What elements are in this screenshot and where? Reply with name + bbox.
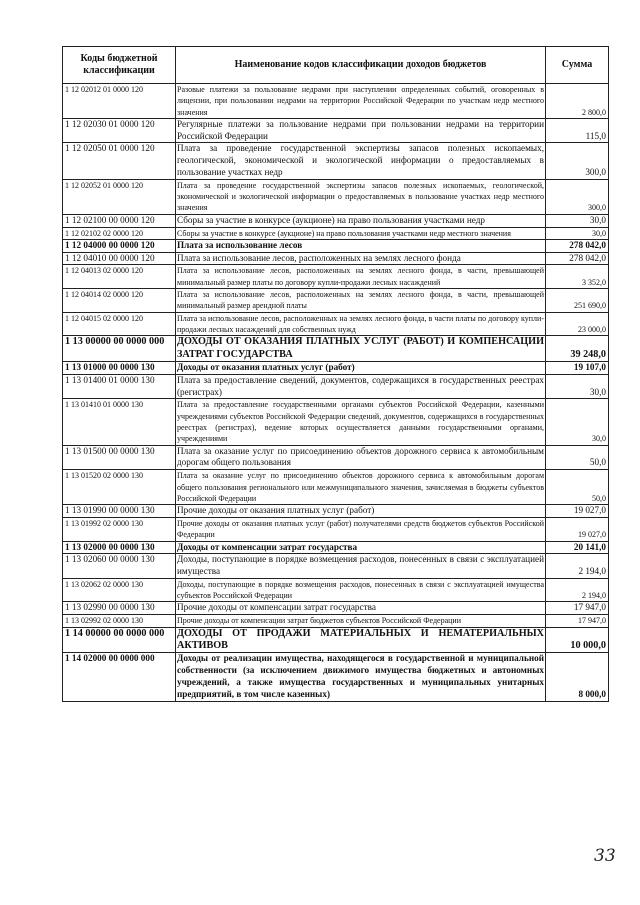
row-sum: 50,0 [546,445,609,470]
row-code: 1 13 01520 02 0000 130 [63,470,176,505]
row-name: Доходы от оказания платных услуг (работ) [176,362,546,375]
row-name: ДОХОДЫ ОТ ОКАЗАНИЯ ПЛАТНЫХ УСЛУГ (РАБОТ) И КОМПЕНСАЦИИ ЗАТРАТ ГОСУДАРСТВА [177,336,544,360]
row-name: Сборы за участие в конкурсе (аукционе) на право пользования участками недр [176,214,546,227]
table-row [63,470,609,505]
row-name: ДОХОДЫ ОТ ПРОДАЖИ МАТЕРИАЛЬНЫХ И НЕМАТЕРИАЛЬНЫХ АКТИВОВ [177,627,544,651]
row-name: Доходы, поступающие в порядке возмещения расходов, понесенных в связи с эксплуатацией имущества субъектов Российской Федерации [177,579,544,601]
row-name: Сборы за участие в конкурсе (аукционе) на право пользования участками недр местного значения [176,227,546,239]
table-row [63,653,609,701]
row-name: Разовые платежи за пользование недрами при наступлении определенных событий, оговоренных в лицензии, при пользовании недрами на территории Российской Федерации по участкам недр местного значения [177,85,544,117]
table-row [63,445,609,470]
row-name: Доходы, поступающие в порядке возмещения расходов, понесенных в связи с эксплуатацией имущества [176,554,546,579]
row-code: 1 12 04000 00 0000 120 [63,239,176,252]
row-code: 1 12 04015 02 0000 120 [63,312,176,336]
row-sum: 39 248,0 [546,336,609,362]
row-name: Плата за предоставление государственными органами субъектов Российской Федерации, казенными учреждениями субъектов Российской Федерации сведений, документов, содержащихся в государственных реестрах (регистрах), ведение которых осуществляется данными государственными органами, учреждениями [177,400,544,444]
table-row [63,627,609,653]
table-row [63,362,609,375]
row-sum: 2 800,0 [546,84,609,119]
row-sum: 30,0 [546,214,609,227]
row-code: 1 13 02062 02 0000 130 [63,578,176,602]
row-code: 1 12 04013 02 0000 120 [63,265,176,289]
table-row [63,505,609,518]
header-sum: Сумма [546,47,609,84]
header-name: Наименование кодов классификации доходов бюджетов [176,47,546,84]
row-code: 1 13 02990 00 0000 130 [63,602,176,615]
row-sum: 30,0 [546,399,609,445]
row-name: Плата за использование лесов, расположенных на землях лесного фонда, в части платы по договору купли-продажи лесных насаждений для собственных нужд [177,313,544,334]
table-row [63,517,609,541]
table-row [63,118,609,143]
table-row [63,578,609,602]
header-code: Коды бюджетной классификации [63,47,176,84]
table-row [63,289,609,313]
row-code: 1 13 00000 00 0000 000 [63,336,176,362]
row-name: Доходы от компенсации затрат государства [176,541,546,554]
row-code: 1 13 02000 00 0000 130 [63,541,176,554]
table-row [63,312,609,336]
row-sum: 278 042,0 [546,252,609,265]
row-code: 1 13 02060 00 0000 130 [63,554,176,579]
row-sum: 8 000,0 [546,653,609,701]
row-sum: 251 690,0 [546,289,609,313]
row-sum: 10 000,0 [546,627,609,653]
row-sum: 17 947,0 [546,615,609,627]
row-sum: 30,0 [546,227,609,239]
table-row [63,179,609,214]
row-sum: 19 027,0 [546,505,609,518]
row-code: 1 13 01400 01 0000 130 [63,374,176,399]
row-sum: 3 352,0 [546,265,609,289]
row-name: Плата за использование лесов, расположенных на землях лесного фонда, в части, превышающей минимальный размер арендной платы [177,290,544,311]
row-code: 1 13 01990 00 0000 130 [63,505,176,518]
row-sum: 20 141,0 [546,541,609,554]
table-row [63,265,609,289]
table-row [63,239,609,252]
row-sum: 30,0 [546,374,609,399]
table-row [63,374,609,399]
row-name: Плата за оказание услуг по присоединению объектов дорожного сервиса к автомобильным дорогам общего пользования регионального или межмуниципального значения, зачисляемая в бюджеты субъектов Российской Федерации [177,471,544,503]
row-sum: 300,0 [546,179,609,214]
row-code: 1 12 02100 00 0000 120 [63,214,176,227]
row-sum: 2 194,0 [546,578,609,602]
row-sum: 23 000,0 [546,312,609,336]
table-body [63,84,609,702]
table-row [63,227,609,239]
row-name: Плата за проведение государственной экспертизы запасов полезных ископаемых, геологической, экономической и экологической информации о предоставляемых в пользование участках недр местного значения [177,180,544,213]
row-name: Доходы от реализации имущества, находящегося в государственной и муниципальной собственности (за исключением движимого имущества бюджетных и автономных учреждений, а также имущества государственных и муниципальных унитарных предприятий, в том числе казенных) [176,653,546,701]
row-sum: 2 194,0 [546,554,609,579]
row-name: Плата за предоставление сведений, документов, содержащихся в государственных реестрах (регистрах) [176,374,546,399]
table-row [63,84,609,119]
table-row [63,541,609,554]
row-sum: 300,0 [546,143,609,179]
table-header-row [63,47,609,84]
row-sum: 115,0 [546,118,609,143]
row-code: 1 12 04010 00 0000 120 [63,252,176,265]
row-name: Прочие доходы от компенсации затрат бюджетов субъектов Российской Федерации [176,615,546,627]
row-sum: 19 027,0 [546,517,609,541]
table-row [63,554,609,579]
row-sum: 278 042,0 [546,239,609,252]
page-number: 33 [594,846,616,866]
row-name: Плата за использование лесов [176,239,546,252]
row-name: Прочие доходы от компенсации затрат государства [176,602,546,615]
row-name: Плата за оказание услуг по присоединению объектов дорожного сервиса к автомобильным дорогам общего пользования [176,445,546,470]
row-code: 1 12 04014 02 0000 120 [63,289,176,313]
row-code: 1 14 02000 00 0000 000 [63,653,176,701]
row-code: 1 13 01000 00 0000 130 [63,362,176,375]
table-row [63,214,609,227]
table-row [63,399,609,445]
row-sum: 50,0 [546,470,609,505]
table-row [63,336,609,362]
row-code: 1 12 02102 02 0000 120 [63,227,176,239]
row-code: 1 12 02050 01 0000 120 [63,143,176,179]
table-row [63,602,609,615]
table-row [63,615,609,627]
row-name: Плата за использование лесов, расположенных на землях лесного фонда [176,252,546,265]
table-row [63,143,609,179]
row-name: Прочие доходы от оказания платных услуг (работ) [176,505,546,518]
row-sum: 19 107,0 [546,362,609,375]
row-name: Плата за проведение государственной экспертизы запасов полезных ископаемых, геологической, экономической и экологической информации о предоставляемых в пользование участках недр [176,143,546,179]
table-row [63,252,609,265]
budget-revenue-table [62,46,609,702]
row-code: 1 14 00000 00 0000 000 [63,627,176,653]
row-code: 1 13 02992 02 0000 130 [63,615,176,627]
row-code: 1 13 01500 00 0000 130 [63,445,176,470]
row-name: Прочие доходы от оказания платных услуг (работ) получателями средств бюджетов субъектов Российской Федерации [177,518,544,540]
row-code: 1 12 02052 01 0000 120 [63,179,176,214]
row-code: 1 12 02012 01 0000 120 [63,84,176,119]
row-name: Регулярные платежи за пользование недрами при пользовании недрами на территории Российской Федерации [176,118,546,143]
row-name: Плата за использование лесов, расположенных на землях лесного фонда, в части, превышающей минимальный размер платы по договору купли-продажи лесных насаждений [177,266,544,287]
row-code: 1 12 02030 01 0000 120 [63,118,176,143]
row-sum: 17 947,0 [546,602,609,615]
row-code: 1 13 01410 01 0000 130 [63,399,176,445]
row-code: 1 13 01992 02 0000 130 [63,517,176,541]
